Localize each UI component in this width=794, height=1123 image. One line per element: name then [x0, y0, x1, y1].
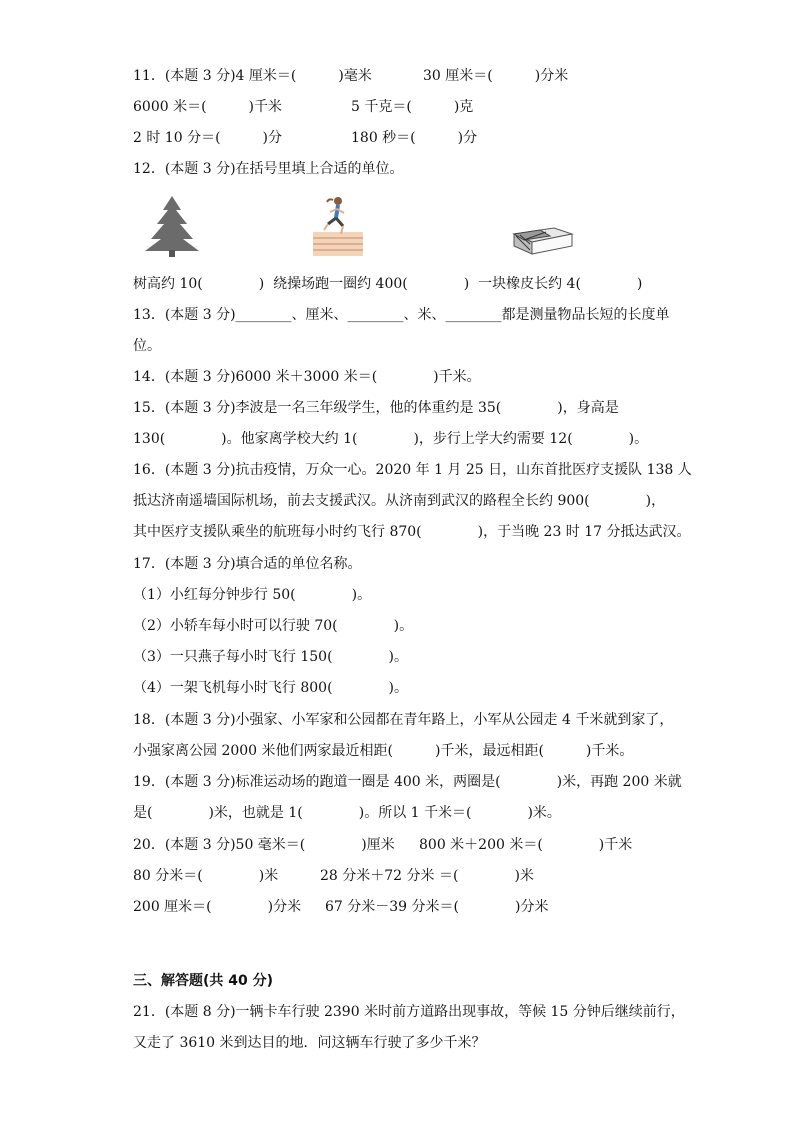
q12-stem: 12．(本题 3 分)在括号里填上合适的单位。: [133, 161, 404, 177]
q12-image-labels: 树高约 10( ) 绕操场跑一圈约 400( ) 一块橡皮长约 4( ): [133, 276, 643, 292]
q11-row2-right: 5 千克＝( )克: [351, 99, 474, 115]
eraser-image: [510, 224, 576, 258]
q15-line2: 130( )。他家离学校大约 1( )，步行上学大约需要 12( )。: [133, 431, 649, 447]
q14-line1: 14．(本题 3 分)6000 米＋3000 米＝( )千米。: [133, 369, 481, 385]
q16-line3: 其中医疗支援队乘坐的航班每小时约飞行 870( )，于当晚 23 时 17 分抵达武汉。: [133, 524, 691, 540]
q11-row2-left: 6000 米＝( )千米: [133, 99, 283, 115]
q18-line1: 18．(本题 3 分)小强家、小军家和公园都在青年路上，小军从公园走 4 千米就到家了，: [133, 712, 674, 728]
q20-row1-left: 20．(本题 3 分)50 毫米＝( )厘米: [133, 837, 395, 853]
q19-line1: 19．(本题 3 分)标准运动场的跑道一圈是 400 米，两圈是( )米，再跑 200 米就: [133, 774, 682, 790]
q17-item2: （2）小轿车每小时可以行驶 70( )。: [133, 618, 414, 634]
q13-line1: 13．(本题 3 分)________、厘米、________、米、________都是测量物品长短的长度单: [133, 307, 670, 323]
q20-row2-left: 80 分米＝( )米: [133, 868, 279, 884]
q11-row3-left: 2 时 10 分＝( )分: [133, 130, 282, 146]
q11-row1-right: 30 厘米＝( )分米: [423, 68, 569, 84]
q17-item4: （4）一架飞机每小时飞行 800( )。: [133, 680, 409, 696]
q21-line2: 又走了 3610 米到达目的地．问这辆车行驶了多少千米？: [133, 1035, 486, 1051]
q13-line2: 位。: [133, 338, 161, 354]
q18-line2: 小强家离公园 2000 米他们两家最近相距( )千米，最远相距( )千米。: [133, 743, 634, 759]
tree-image: [141, 194, 203, 258]
q15-line1: 15．(本题 3 分)李波是一名三年级学生，他的体重约是 35( )，身高是: [133, 400, 619, 416]
q20-row2-right: 28 分米＋72 分米 ＝( )米: [320, 868, 534, 884]
runner-on-track-image: [311, 194, 365, 258]
q11-row1-left: 11．(本题 3 分)4 厘米＝( )毫米: [133, 68, 372, 84]
q19-line2: 是( )米，也就是 1( )。所以 1 千米＝( )米。: [133, 805, 561, 821]
q17-stem: 17．(本题 3 分)填合适的单位名称。: [133, 556, 362, 572]
q16-line2: 抵达济南遥墙国际机场，前去支援武汉。从济南到武汉的路程全长约 900( )，: [133, 493, 666, 509]
q21-line1: 21．(本题 8 分)一辆卡车行驶 2390 米时前方道路出现事故，等候 15 分钟后继续前行，: [133, 1004, 685, 1020]
q20-row3-left: 200 厘米＝( )分米: [133, 899, 302, 915]
q17-item3: （3）一只燕子每小时飞行 150( )。: [133, 649, 409, 665]
q16-line1: 16．(本题 3 分)抗击疫情，万众一心。2020 年 1 月 25 日，山东首批医疗支援队 138 人: [133, 462, 692, 478]
q17-item1: （1）小红每分钟步行 50( )。: [133, 587, 372, 603]
q20-row1-right: 800 米＋200 米＝( )千米: [419, 837, 633, 853]
section-title: 三、解答题(共 40 分): [133, 973, 274, 989]
q20-row3-right: 67 分米－39 分米＝( )分米: [325, 899, 549, 915]
q11-row3-right: 180 秒＝( )分: [351, 130, 478, 146]
